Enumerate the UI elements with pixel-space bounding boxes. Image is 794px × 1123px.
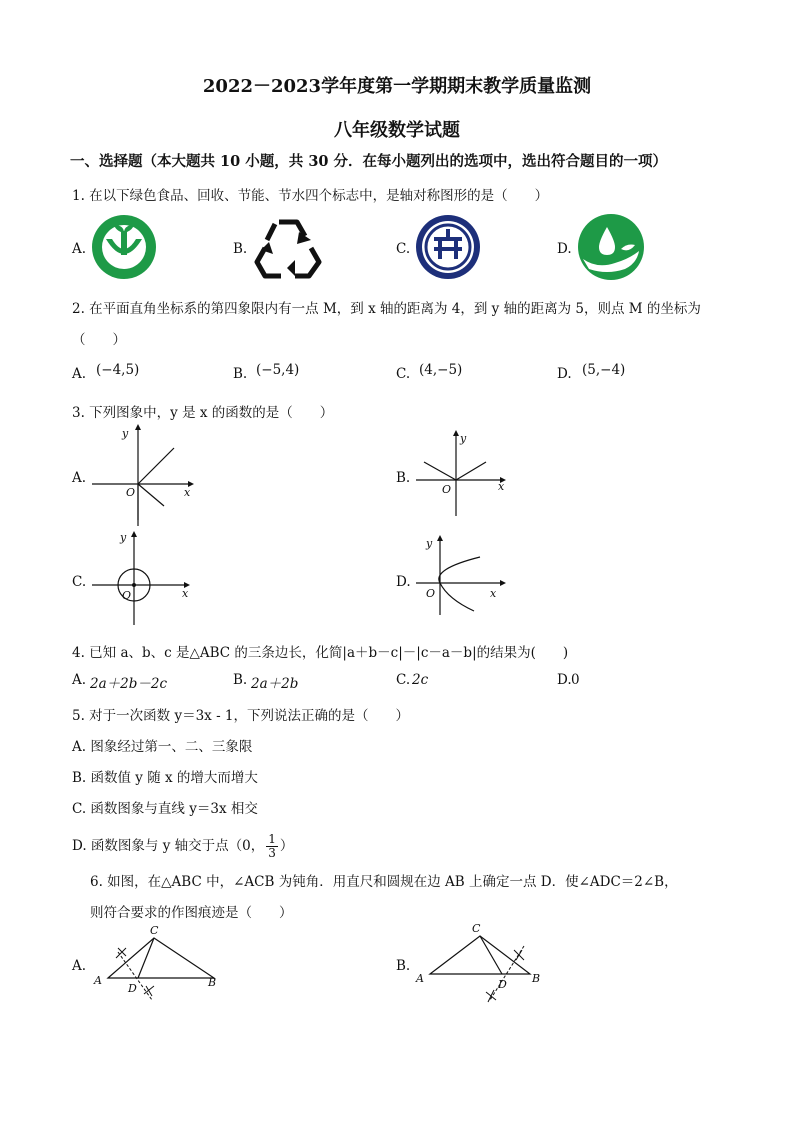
q6a-label-a: A: [94, 974, 102, 987]
q3a-x-label: x: [184, 486, 191, 499]
q5-option-d-text: D. 函数图象与 y 轴交于点（0，: [72, 838, 265, 854]
q3-label-b: B.: [396, 470, 411, 486]
q2-stem-line1: 2. 在平面直角坐标系的第四象限内有一点 M，到 x 轴的距离为 4，到 y 轴的距离为 5，则点 M 的坐标为: [72, 301, 701, 317]
q6-stem-line1: 6. 如图，在△ABC 中，∠ACB 为钝角．用直尺和圆规在边 AB 上确定一点 D．使∠ADC＝2∠B，: [90, 874, 678, 890]
q2-option-d: (5,−4): [582, 362, 626, 378]
q5-stem: 5. 对于一次函数 y＝3x - 1，下列说法正确的是（ ）: [72, 708, 410, 724]
q6a-label-c: C: [150, 924, 159, 937]
q3-stem: 3. 下列图象中，y 是 x 的函数的是（ ）: [72, 405, 334, 421]
q5-option-d: [72, 833, 293, 860]
q1-label-a: A.: [72, 241, 87, 257]
q5-option-b: B. 函数值 y 随 x 的增大而增大: [72, 770, 258, 786]
q3-label-d: D.: [396, 574, 411, 590]
q3b-y-label: y: [460, 432, 467, 445]
q3d-x-label: x: [490, 587, 497, 600]
q6-figure-a: [90, 920, 230, 1004]
q3-graph-a: [88, 422, 198, 528]
q4-label-d: D.: [557, 672, 572, 688]
q1-label-c: C.: [396, 241, 411, 257]
q3-graph-c: [88, 527, 198, 627]
energy-saving-logo-icon: [414, 213, 482, 281]
q6b-label-c: C: [472, 922, 481, 935]
q4-option-b: 2a＋2b: [251, 676, 299, 692]
q4-label-a: A.: [72, 672, 87, 688]
q5-option-c: C. 函数图象与直线 y＝3x 相交: [72, 801, 258, 817]
q5-frac-num: 1: [268, 832, 276, 846]
q3a-y-label: y: [122, 427, 129, 440]
q3c-x-label: x: [182, 587, 189, 600]
q3b-x-label: x: [498, 480, 505, 493]
q6b-label-b: B: [532, 972, 541, 985]
q4-stem: 4. 已知 a、b、c 是△ABC 的三条边长，化简|a＋b－c|－|c－a－b|的结果为( ): [72, 645, 569, 661]
q6-stem-line2: 则符合要求的作图痕迹是（ ）: [90, 905, 293, 921]
q3-label-c: C.: [72, 574, 87, 590]
q2-label-c: C.: [396, 366, 411, 382]
recycle-icon: [253, 212, 323, 282]
q1-stem: 1. 在以下绿色食品、回收、节能、节水四个标志中，是轴对称图形的是（ ）: [72, 188, 549, 204]
q3d-y-label: y: [426, 537, 433, 550]
q4-option-c: 2c: [412, 672, 429, 688]
green-food-logo-icon: [90, 213, 158, 281]
q4-option-a: 2a＋2b－2c: [90, 676, 168, 692]
q1-label-d: D.: [557, 241, 572, 257]
q2-label-b: B.: [233, 366, 248, 382]
q3-graph-b: [412, 428, 512, 520]
q6a-label-d: D: [128, 982, 137, 995]
q6a-label-b: B: [208, 976, 217, 989]
q3-graph-d: [412, 533, 512, 617]
q3a-origin-label: O: [126, 486, 136, 499]
q2-label-a: A.: [72, 366, 87, 382]
q6-label-a: A.: [72, 958, 87, 974]
q5-fraction: [266, 833, 278, 860]
q4-label-b: B.: [233, 672, 248, 688]
q4-label-c: C.: [396, 672, 411, 688]
q3c-origin-label: O: [122, 589, 132, 602]
q2-label-d: D.: [557, 366, 572, 382]
q5-frac-den: 3: [268, 846, 276, 860]
water-saving-logo-icon: [577, 213, 645, 281]
q3-label-a: A.: [72, 470, 87, 486]
q2-option-a: (−4,5): [96, 362, 140, 378]
q5-option-d-close: ）: [279, 838, 294, 854]
q6b-label-a: A: [416, 972, 424, 985]
q3c-y-label: y: [120, 531, 127, 544]
q1-label-b: B.: [233, 241, 248, 257]
q6-label-b: B.: [396, 958, 411, 974]
q4-option-d: 0: [571, 672, 580, 688]
q6-figure-b: [412, 918, 552, 1008]
q2-option-b: (−5,4): [256, 362, 300, 378]
section-heading: 一、选择题（本大题共 10 小题，共 30 分．在每小题列出的选项中，选出符合题目的一项）: [70, 153, 668, 170]
q3d-origin-label: O: [426, 587, 436, 600]
q2-option-c: (4,−5): [419, 362, 463, 378]
q5-option-a: A. 图象经过第一、二、三象限: [72, 739, 253, 755]
exam-title: 2022－2023学年度第一学期期末教学质量监测: [202, 76, 592, 97]
q2-stem-line2: （ ）: [72, 332, 126, 348]
q3b-origin-label: O: [442, 483, 452, 496]
q6b-label-d: D: [498, 978, 507, 991]
exam-subtitle: 八年级数学试题: [334, 120, 460, 141]
